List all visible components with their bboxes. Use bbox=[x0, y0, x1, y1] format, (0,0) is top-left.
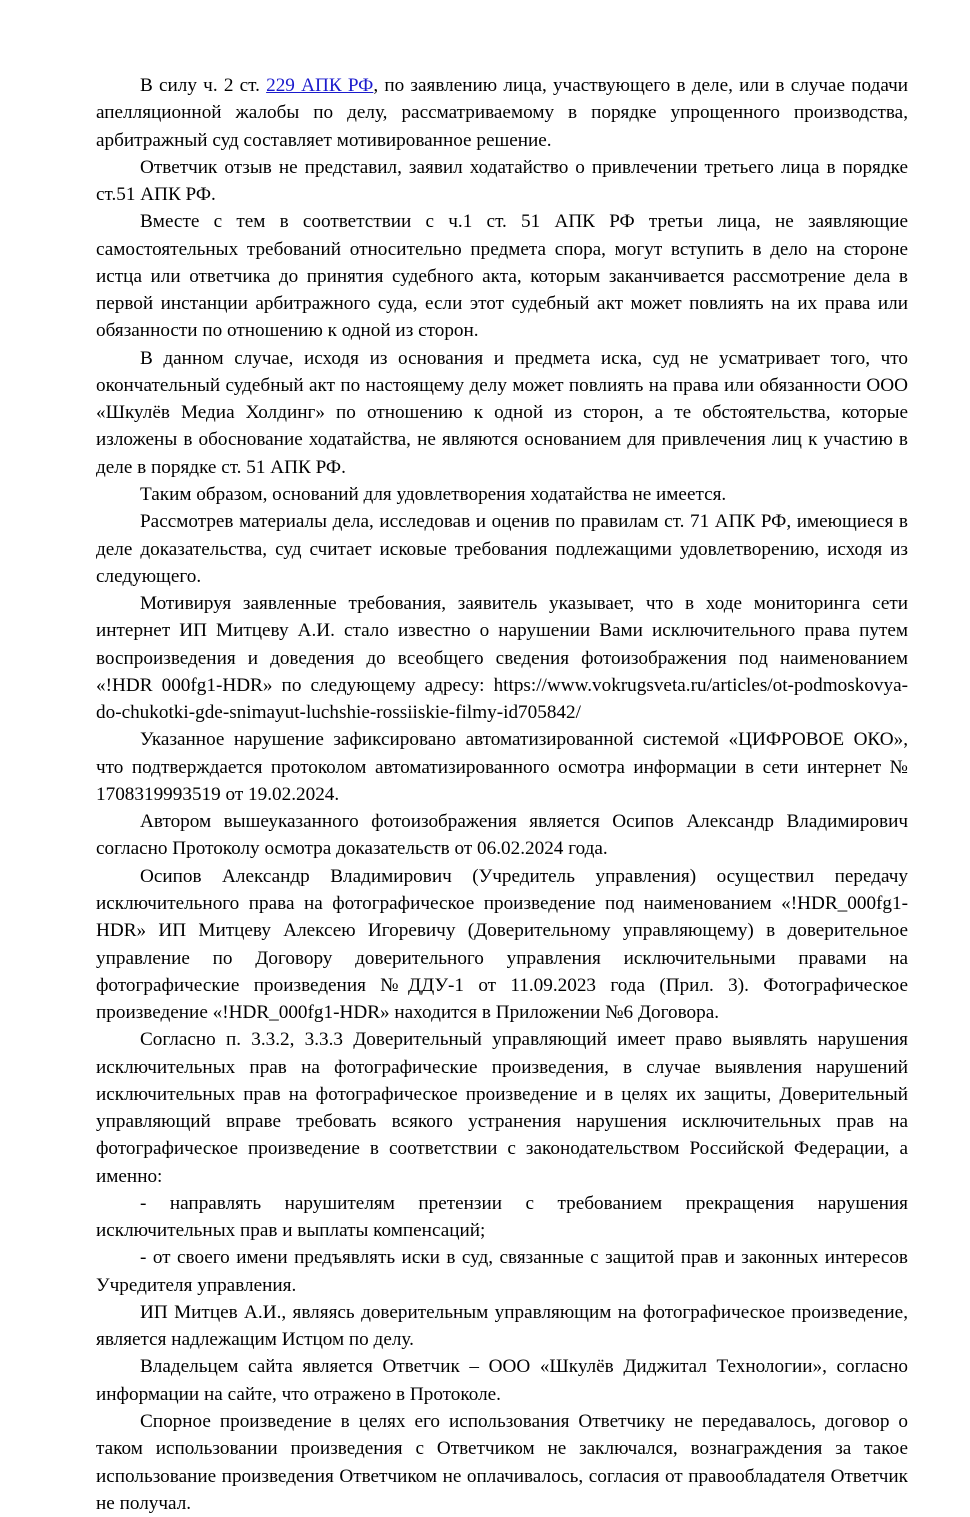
paragraph-9: Автором вышеуказанного фотоизображения является Осипов Александр Владимирович согласно Протоколу осмотра доказательств от 06.02.2024 года. bbox=[96, 811, 908, 860]
paragraph-16: Спорное произведение в целях его использования Ответчику не передавалось, договор о таком использовании произведения с Ответчиком не заключался, вознаграждения за такое использование произведения Ответчиком не оплачивалось, согласия от правообладателя Ответчик не получал. bbox=[96, 1411, 908, 1514]
paragraph-1-rest: , по заявлению лица, участвующего в деле, или в случае подачи апелляционной жалобы по делу, рассматриваемому в порядке упрощенного производства, арбитражный суд составляет мотивированное решение. bbox=[96, 75, 909, 151]
paragraph-7: Мотивируя заявленные требования, заявитель указывает, что в ходе мониторинга сети интернет ИП Митцеву А.И. стало известно о нарушении Вами исключительного права путем воспроизведения и доведения до всеобщего сведения фотоизображения под наименованием «!HDR 000fg1-HDR» по следующему адресу: https://www.vokrugsveta.ru/articles/ot-podmoskovya-do-chukotki-gde-snimayut-luchshie-rossiiskie-filmy-id705842/ bbox=[96, 593, 908, 724]
paragraph-4: В данном случае, исходя из основания и предмета иска, суд не усматривает того, что окончательный судебный акт по настоящему делу может повлиять на права или обязанности ООО «Шкулёв Медиа Холдинг» по отношению к одной из сторон, а те обстоятельства, которые изложены в обоснование ходатайства, не являются основанием для привлечения лиц к участию в деле в порядке ст. 51 АПК РФ. bbox=[96, 347, 908, 478]
paragraph-14: ИП Митцев А.И., являясь доверительным управляющим на фотографическое произведение, является надлежащим Истцом по делу. bbox=[96, 1301, 908, 1351]
paragraph-12: - направлять нарушителям претензии с требованием прекращения нарушения исключительных прав и выплаты компенсаций; bbox=[96, 1192, 908, 1242]
apk-rf-link[interactable]: 229 АПК РФ bbox=[266, 75, 374, 96]
document-body bbox=[96, 72, 908, 1517]
paragraph-8: Указанное нарушение зафиксировано автоматизированной системой «ЦИФРОВОЕ ОКО», что подтверждается протоколом автоматизированного осмотра информации в сети интернет № 1708319993519 от 19.02.2024. bbox=[96, 729, 908, 805]
paragraph-5: Таким образом, оснований для удовлетворения ходатайства не имеется. bbox=[140, 483, 727, 505]
paragraph-1 bbox=[96, 72, 908, 154]
paragraph-10: Осипов Александр Владимирович (Учредитель управления) осуществил передачу исключительного права на фотографическое произведение под наименованием «!HDR_000fg1-HDR» ИП Митцеву Алексею Игоревичу (Доверительному управляющему) в доверительное управление по Договору доверительного управления исключительными правами на фотографические произведения №ДДУ-1 от 11.09.2023 года (Прил. 3). Фотографическое произведение «!HDR_000fg1-HDR» находится в Приложении №6 Договора. bbox=[96, 865, 908, 1024]
paragraph-3: Вместе с тем в соответствии с ч.1 ст. 51 АПК РФ третьи лица, не заявляющие самостоятельных требований относительно предмета спора, могут вступить в дело на стороне истца или ответчика до принятия судебного акта, которым заканчивается рассмотрение дела в первой инстанции арбитражного суда, если этот судебный акт может повлиять на их права или обязанности по отношению к одной из сторон. bbox=[96, 211, 908, 342]
paragraph-11: Согласно п. 3.3.2, 3.3.3 Доверительный управляющий имеет право выявлять нарушения исключительных прав на фотографические произведения, в случае выявления нарушений исключительных прав на фотографическое произведение и в целях их защиты, Доверительный управляющий вправе требовать всякого устранения нарушения исключительных прав на фотографическое произведение в соответствии с законодательством Российской Федерации, а именно: bbox=[96, 1029, 908, 1187]
paragraph-13: - от своего имени предъявлять иски в суд, связанные с защитой прав и законных интересов Учредителя управления. bbox=[96, 1247, 908, 1296]
paragraph-2: Ответчик отзыв не представил, заявил ходатайство о привлечении третьего лица в порядке ст.51 АПК РФ. bbox=[96, 156, 908, 206]
paragraph-15: Владельцем сайта является Ответчик – ООО «Шкулёв Диджитал Технологии», согласно информации на сайте, что отражено в Протоколе. bbox=[96, 1356, 908, 1405]
paragraph-1-lead: В силу ч. 2 ст. bbox=[140, 75, 267, 96]
paragraph-6: Рассмотрев материалы дела, исследовав и оценив по правилам ст. 71 АПК РФ, имеющиеся в деле доказательства, суд считает исковые требования подлежащими удовлетворению, исходя из следующего. bbox=[96, 511, 908, 587]
